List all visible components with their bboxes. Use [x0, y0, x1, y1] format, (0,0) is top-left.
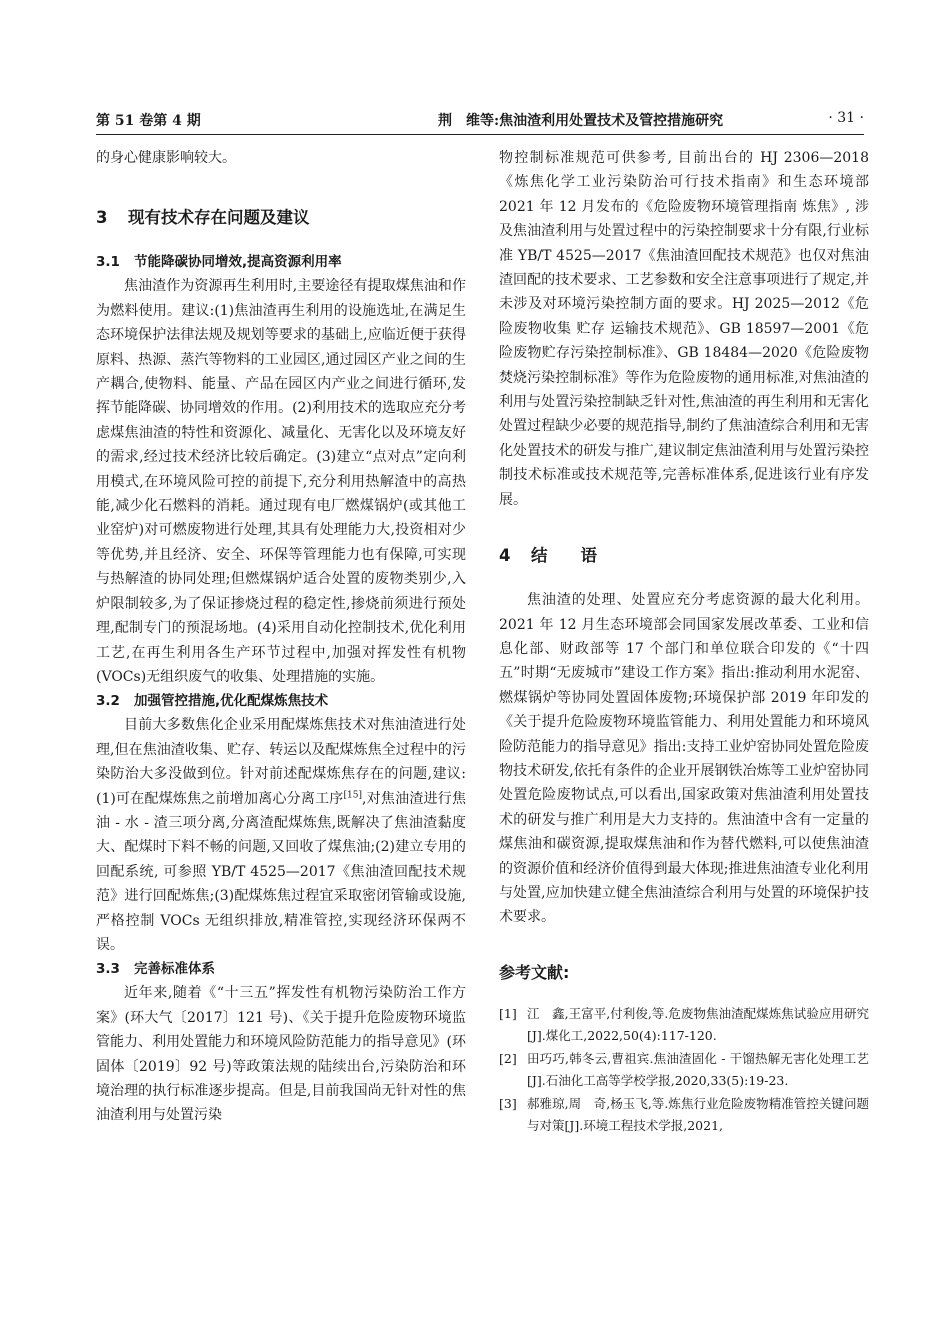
section-4-title: 结 语: [531, 546, 597, 566]
reference-text: 田巧巧,韩冬云,曹祖宾.焦油渣固化 - 干馏热解无害化处理工艺[J].石油化工高等学校学报,2020,33(5):19-23.: [527, 1050, 869, 1089]
reference-number: [3]: [499, 1095, 517, 1111]
subsection-3-1-number: 3.1: [96, 254, 120, 271]
left-column: [96, 146, 466, 1128]
subsection-3-2-text-b: ,对焦油渣进行焦油 - 水 - 渣三项分离,分离渣配煤炼焦,既解决了焦油渣黏度大、配煤时下料不畅的问题,又回收了煤焦油;(2)建立专用的回配系统, 可参照 YB/T 4525—2017《焦油渣回配技术规范》进行回配炼焦;(3)配煤炼焦过程宜采取密闭管输或设施,严格控制 VOCs 无组织排放,精准管控,实现经济环保两不误。: [96, 790, 466, 953]
subsection-3-1-title: 节能降碳协同增效,提高资源利用率: [134, 254, 342, 271]
journal-issue: 第 51 卷第 4 期: [96, 113, 201, 129]
reference-number: [1]: [499, 1005, 517, 1021]
subsection-3-2-heading: [96, 689, 466, 713]
reference-item: [499, 1048, 869, 1093]
article-title: 荆 维等:焦油渣利用处置技术及管控措施研究: [438, 113, 724, 129]
right-column: [499, 146, 869, 1138]
section-4-body: 焦油渣的处理、处置应充分考虑资源的最大化利用。2021 年 12 月生态环境部会同国家发展改革委、工业和信息化部、财政部等 17 个部门和单位联合印发的《“十四五”时期“无废城市”建设工作方案》指出:推动利用水泥窑、燃煤锅炉等协同处置固体废物;环境保护部 2019 年印发的《关于提升危险废物环境监管能力、利用处置能力和环境风险防范能力的指导意见》指出:支持工业炉窑协同处置危险废物技术研发,依托有条件的企业开展钢铁冶炼等工业炉窑协同处置危险废物试点,可以看出,国家政策对焦油渣利用处置技术的研发与推广利用是大力支持的。焦油渣中含有一定量的煤焦油和碳资源,提取煤焦油和作为替代燃料,可以使焦油渣的资源价值和经济价值得到最大体现;推进焦油渣专业化利用与处置,应加快建立健全焦油渣综合利用与处置的环境保护技术要求。: [499, 592, 869, 926]
intro-tail: 的身心健康影响较大。: [96, 150, 236, 166]
subsection-3-3-title: 完善标准体系: [134, 961, 215, 978]
subsection-3-3-continued: 物控制标准规范可供参考, 目前出台的 HJ 2306—2018《炼焦化学工业污染防治可行技术指南》和生态环境部 2021 年 12 月发布的《危险废物环境管理指南 炼焦》, 涉及焦油渣利用与处置过程中的污染控制要求十分有限,行业标准 YB/T 4525—2017《焦油渣回配技术规范》也仅对焦油渣回配的技术要求、工艺参数和安全注意事项进行了规定,并未涉及对环境污染控制方面的要求。HJ 2025—2012《危险废物收集 贮存 运输技术规范》、GB 18597—2001《危险废物贮存污染控制标准》、GB 18484—2020《危险废物焚烧污染控制标准》等作为危险废物的通用标准,对焦油渣的利用与处置污染控制缺乏针对性,焦油渣的再生利用和无害化处置过程缺少必要的规范指导,制约了焦油渣综合利用和无害化处置技术的研发与推广,建议制定焦油渣利用与处置污染控制技术标准或技术规范等,完善标准体系,促进该行业有序发展。: [499, 150, 869, 508]
reference-text: 郝雅琼,周 奇,杨玉飞,等.炼焦行业危险废物精准管控关键问题与对策[J].环境工程技术学报,2021,: [527, 1095, 869, 1134]
page-number: · 31 ·: [828, 110, 864, 126]
references-title: 参考文献:: [499, 962, 570, 982]
section-3-number: 3: [96, 208, 108, 228]
section-3-title: 现有技术存在问题及建议: [128, 208, 310, 228]
subsection-3-2-title: 加强管控措施,优化配煤炼焦技术: [134, 693, 329, 710]
reference-text: 江 鑫,王富平,付利俊,等.危废物焦油渣配煤炼焦试验应用研究[J].煤化工,2022,50(4):117-120.: [527, 1005, 869, 1044]
reference-item: [499, 1003, 869, 1048]
running-header: [96, 108, 864, 135]
subsection-3-3-number: 3.3: [96, 961, 120, 978]
subsection-3-2-body: [96, 713, 466, 957]
citation-15: [15]: [343, 789, 363, 800]
subsection-3-3-body: 近年来,随着《“十三五”挥发性有机物污染防治工作方案》(环大气〔2017〕121 号)、《关于提升危险废物环境监管能力、利用处置能力和环境风险防范能力的指导意见》(环固体〔2019〕92 号)等政策法规的陆续出台,污染防治和环境治理的执行标准逐步提高。但是,目前我国尚无针对性的焦油渣利用与处置污染: [96, 985, 466, 1124]
reference-item: [499, 1093, 869, 1138]
section-4-heading: [499, 542, 869, 566]
section-3-heading: [96, 204, 466, 228]
subsection-3-3-heading: [96, 957, 466, 981]
subsection-3-2-text-a: 目前大多数焦化企业采用配煤炼焦技术对焦油渣进行处理,但在焦油渣收集、贮存、转运以及配煤炼焦全过程中的污染防治大多没做到位。针对前述配煤炼焦存在的问题,建议:(1)可在配煤炼焦之前增加离心分离工序: [96, 717, 466, 807]
section-4-number: 4: [499, 546, 511, 566]
subsection-3-2-number: 3.2: [96, 693, 120, 710]
reference-number: [2]: [499, 1050, 517, 1066]
reference-list: [499, 1003, 869, 1138]
subsection-3-1-body: 焦油渣作为资源再生利用时,主要途径有提取煤焦油和作为燃料使用。建议:(1)焦油渣再生利用的设施选址,在满足生态环境保护法律法规及规划等要求的基础上,应临近便于获得原料、热源、蒸汽等物料的工业园区,通过园区产业之间的生产耦合,使物料、能量、产品在园区内产业之间进行循环,发挥节能降碳、协同增效的作用。(2)利用技术的选取应充分考虑煤焦油渣的特性和资源化、减量化、无害化以及环境友好的需求,经过技术经济比较后确定。(3)建立“点对点”定向利用模式,在环境风险可控的前提下,充分利用热解渣中的高热能,减少化石燃料的消耗。通过现有电厂燃煤锅炉(或其他工业窑炉)对可燃废物进行处理,其具有处理能力大,投资相对少等优势,并且经济、安全、环保等管理能力也有保障,可实现与热解渣的协同处理;但燃煤锅炉适合处置的废物类别少,入炉限制较多,为了保证掺烧过程的稳定性,掺烧前须进行预处理,配制专门的预混场地。(4)采用自动化控制技术,优化利用工艺,在再生利用各生产环节过程中,加强对挥发性有机物(VOCs)无组织废气的收集、处理措施的实施。: [96, 278, 466, 685]
subsection-3-1-heading: [96, 250, 466, 274]
